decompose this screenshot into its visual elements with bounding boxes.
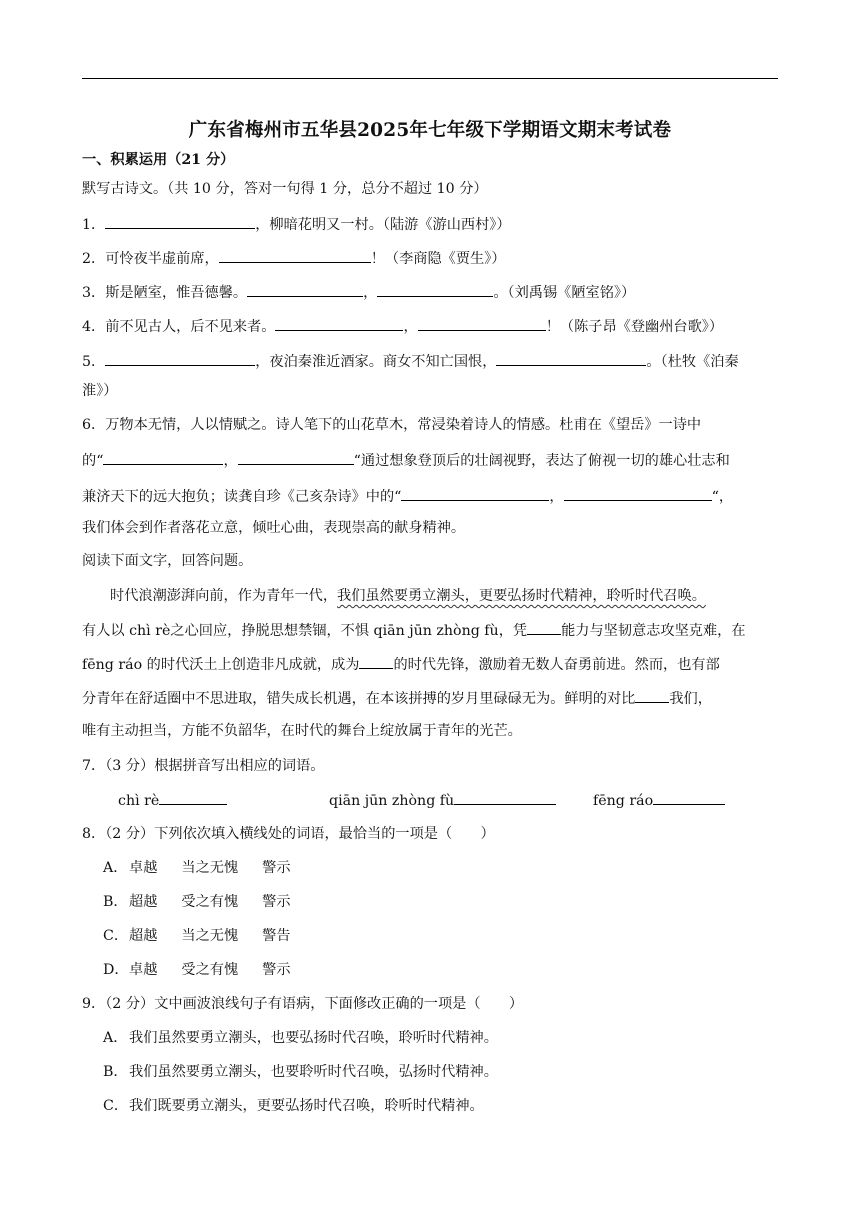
passage-line-3: fēng ráo 的时代沃土上创造非凡成就，成为 的时代先锋，激励着无数人奋勇前进。然而，也有部: [82, 654, 720, 675]
option-9-a[interactable]: A． 我们虽然要勇立潮头，也要弘扬时代召唤，聆听时代精神。: [103, 1030, 498, 1046]
page-title: 广东省梅州市五华县2025年七年级下学期语文期末考试卷: [188, 120, 672, 141]
passage-line-2: 有人以 chì rè之心回应，挣脱思想禁锢，不惧 qiān jūn zhòng fù，凭 能力与坚韧意志攻坚克难，在: [82, 620, 746, 641]
answer-blank[interactable]: [159, 790, 227, 805]
answer-blank[interactable]: [401, 486, 549, 501]
option-9-c[interactable]: C．我们既要勇立潮头，更要弘扬时代召唤，聆听时代精神。: [103, 1098, 484, 1114]
option-8-a[interactable]: A． 卓越 当之无愧 警示: [103, 860, 291, 876]
header-rule: [82, 78, 778, 79]
passage-line-4: 分青年在舒适圈中不思进取，错失成长机遇，在本该拼搏的岁月里碌碌无为。鲜明的对比 我们，: [82, 688, 712, 709]
option-8-d[interactable]: D．卓越 受之有愧 警示: [103, 962, 291, 978]
question-3: 3．斯是陋室，惟吾德馨。 ， 。（刘禹锡《陋室铭》）: [82, 282, 635, 303]
option-8-c[interactable]: C．超越 当之无愧 警告: [103, 928, 291, 944]
question-8: 8．（2 分）下列依次填入横线处的词语，最恰当的一项是（ ）: [82, 826, 495, 842]
question-6-line-3: 兼济天下的远大抱负；读龚自珍《己亥杂诗》中的“ ， “，: [82, 486, 733, 507]
answer-blank[interactable]: [496, 351, 646, 366]
passage-line-1: 时代浪潮澎湃向前，作为青年一代，我们虽然要勇立潮头，更要弘扬时代精神，聆听时代召唤。: [110, 588, 706, 604]
pinyin-item-2: qiān jūn zhòng fù: [329, 790, 556, 811]
answer-blank[interactable]: [103, 450, 223, 465]
option-8-b[interactable]: B．超越 受之有愧 警示: [103, 894, 291, 910]
fill-blank[interactable]: [359, 654, 393, 669]
answer-blank[interactable]: [275, 316, 403, 331]
instruction-text: 默写古诗文。（共 10 分，答对一句得 1 分，总分不超过 10 分）: [82, 181, 488, 197]
question-6-line-4: 我们体会到作者落花立意，倾吐心曲，表现崇高的献身精神。: [82, 520, 466, 536]
answer-blank[interactable]: [247, 282, 363, 297]
pinyin-item-3: fēng ráo: [593, 790, 725, 811]
reading-instruction: 阅读下面文字，回答问题。: [82, 553, 253, 569]
question-1: 1． ，柳暗花明又一村。（陆游《游山西村》）: [82, 214, 511, 235]
fill-blank[interactable]: [635, 688, 669, 703]
answer-blank[interactable]: [105, 214, 255, 229]
question-6-line-2: 的“ ， “通过想象登顶后的壮阔视野，表达了俯视一切的雄心壮志和: [82, 450, 730, 471]
question-7: 7．（3 分）根据拼音写出相应的词语。: [82, 758, 325, 774]
question-6-line-1: 6．万物本无情，人以情赋之。诗人笔下的山花草木，常浸染着诗人的情感。杜甫在《望岳》一诗中: [82, 417, 702, 433]
answer-blank[interactable]: [105, 351, 255, 366]
section-heading: 一、积累运用（21 分）: [82, 152, 235, 168]
wavy-underlined-sentence: 我们虽然要勇立潮头，更要弘扬时代精神，聆听时代召唤。: [337, 588, 706, 604]
answer-blank[interactable]: [653, 790, 725, 805]
question-5: 5． ，夜泊秦淮近酒家。商女不知亡国恨， 。（杜牧《泊秦: [82, 351, 739, 372]
question-9: 9．（2 分）文中画波浪线句子有语病，下面修改正确的一项是（ ）: [82, 996, 524, 1012]
question-5-continued: 淮》）: [82, 383, 118, 399]
fill-blank[interactable]: [527, 620, 561, 635]
question-4: 4．前不见古人，后不见来者。 ， ！（陈子昂《登幽州台歌》）: [82, 316, 723, 337]
answer-blank[interactable]: [418, 316, 546, 331]
option-9-b[interactable]: B．我们虽然要勇立潮头，也要聆听时代召唤，弘扬时代精神。: [103, 1064, 498, 1080]
answer-blank[interactable]: [454, 790, 556, 805]
answer-blank[interactable]: [238, 450, 354, 465]
answer-blank[interactable]: [219, 248, 371, 263]
pinyin-item-1: chì rè: [118, 790, 227, 811]
question-2: 2．可怜夜半虚前席， ！（李商隐《贾生》）: [82, 248, 506, 269]
answer-blank[interactable]: [377, 282, 493, 297]
answer-blank[interactable]: [564, 486, 712, 501]
passage-line-5: 唯有主动担当，方能不负韶华，在时代的舞台上绽放属于青年的光芒。: [82, 723, 522, 739]
